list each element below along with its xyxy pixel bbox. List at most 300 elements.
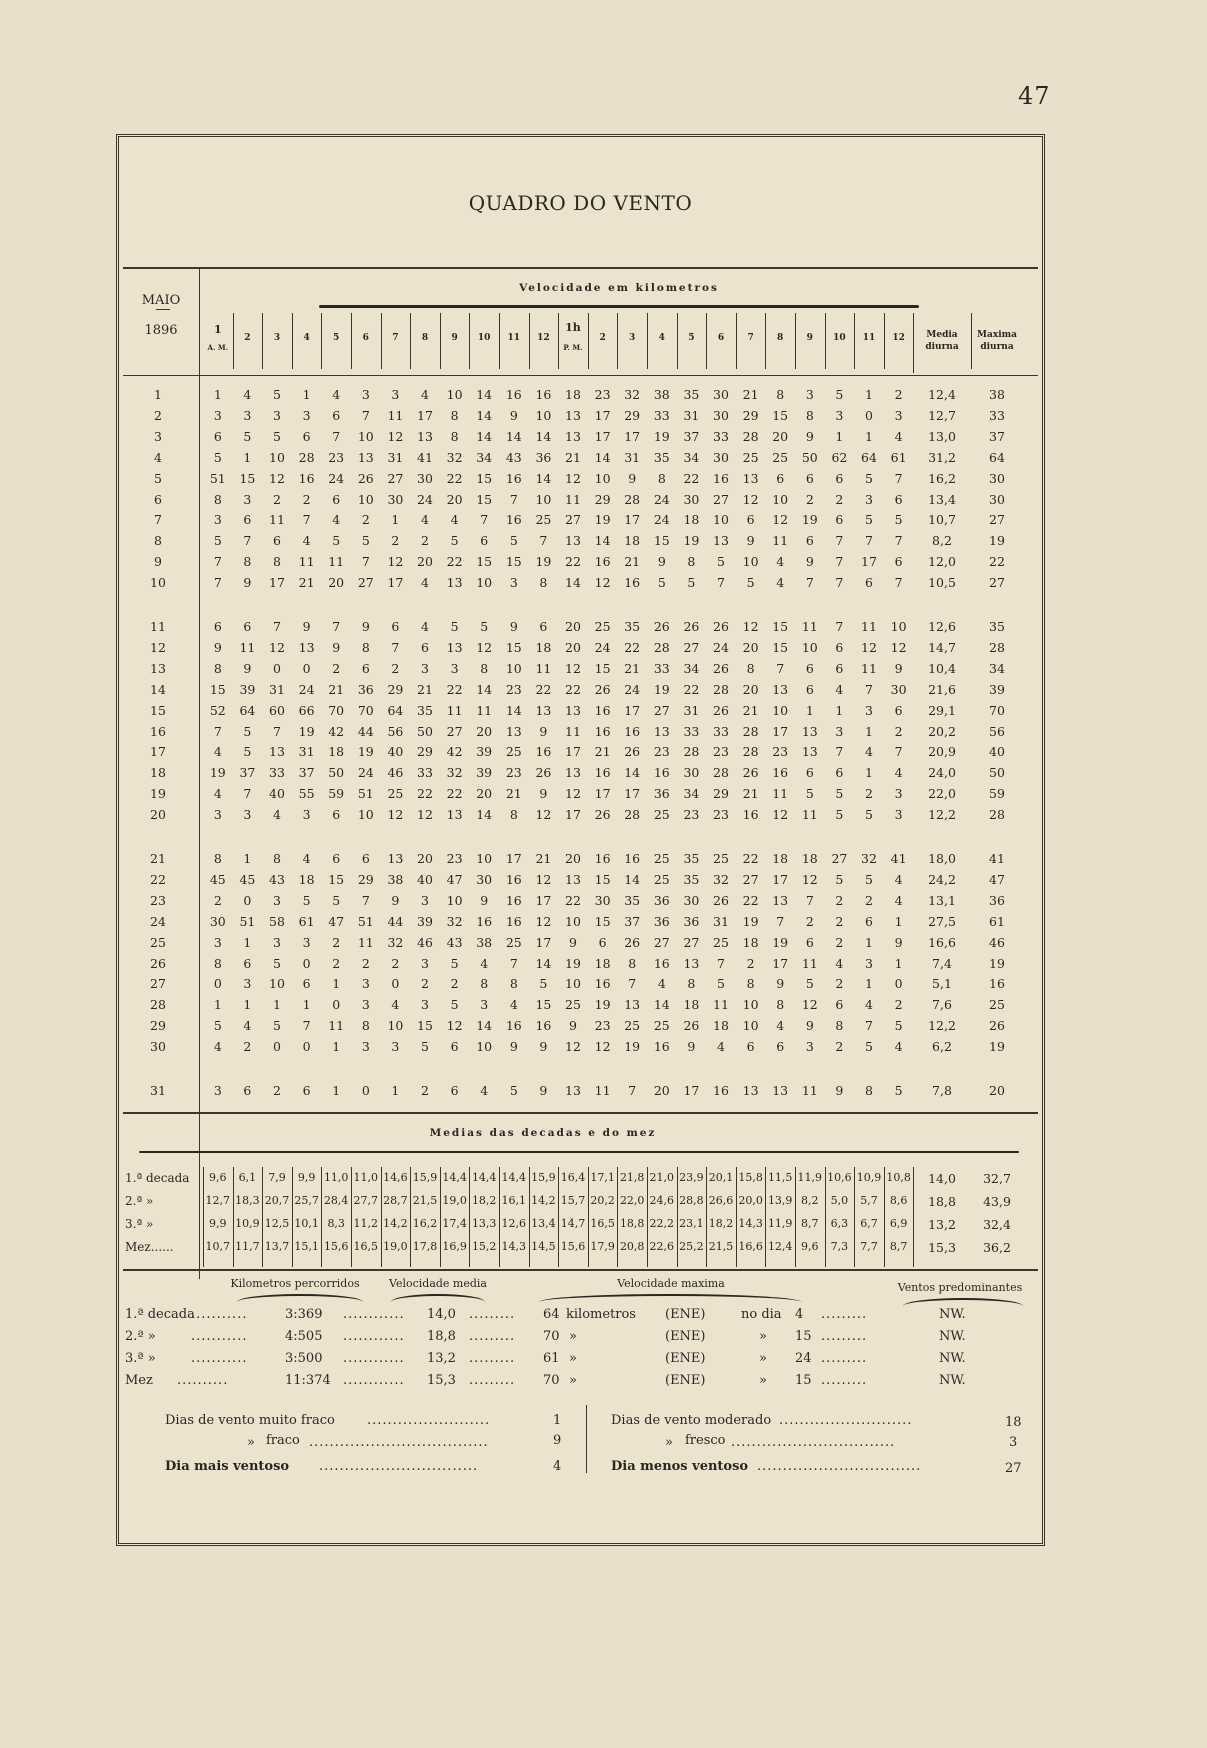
day-cell: 19 <box>150 786 166 802</box>
hour-value-cell: 24 <box>653 512 670 528</box>
maxima-diurna-cell: 28 <box>989 639 1005 655</box>
summary-unit: » <box>569 1329 577 1344</box>
hour-value-cell: 7 <box>243 786 252 802</box>
table-row <box>119 1039 1042 1059</box>
hour-value-cell: 12 <box>801 997 818 1013</box>
hour-value-cell: 16 <box>476 913 493 929</box>
hour-value-cell: 2 <box>391 660 400 676</box>
hour-value-cell: 61 <box>890 449 907 465</box>
hour-value-cell: 17 <box>772 723 789 739</box>
hour-value-cell: 26 <box>594 681 611 697</box>
header-divider <box>123 375 1038 376</box>
average-value-cell: 25,7 <box>294 1194 319 1207</box>
hour-value-cell: 1 <box>213 997 222 1013</box>
hour-value-cell: 6 <box>361 660 370 676</box>
hour-value-cell: 23 <box>713 807 729 823</box>
hour-value-cell: 17 <box>624 428 641 444</box>
hour-value-cell: 35 <box>683 871 700 887</box>
hour-value-cell: 8 <box>273 554 281 570</box>
hour-value-cell: 39 <box>239 681 256 697</box>
dot-leader: ........................ <box>367 1413 491 1428</box>
hour-column-divider <box>558 313 559 369</box>
table-row <box>119 744 1042 764</box>
hour-value-cell: 5 <box>805 976 814 992</box>
hour-value-cell: 12 <box>387 428 404 444</box>
hour-value-cell: 14 <box>476 387 493 402</box>
hour-value-cell: 5 <box>332 892 341 908</box>
hour-value-cell: 4 <box>480 1083 489 1098</box>
average-value-cell: 24,6 <box>649 1194 675 1207</box>
hour-value-cell: 16 <box>653 765 670 781</box>
average-value-cell: 10,7 <box>205 1240 231 1253</box>
hour-value-cell: 20 <box>742 639 759 655</box>
hour-value-cell: 13 <box>653 723 670 739</box>
hour-value-cell: 23 <box>328 449 345 465</box>
hour-value-cell: 7 <box>717 575 725 591</box>
dot-leader: ......... <box>469 1351 516 1366</box>
hour-value-cell: 42 <box>328 723 345 739</box>
hour-value-cell: 14 <box>653 997 670 1013</box>
average-value-cell: 15,9 <box>531 1171 556 1184</box>
hour-value-cell: 1 <box>865 765 873 781</box>
hour-pm-header: 2 <box>599 333 606 343</box>
hour-value-cell: 12 <box>446 1018 463 1034</box>
hour-value-cell: 25 <box>713 934 729 950</box>
hour-value-cell: 6 <box>332 491 341 507</box>
average-value-cell: 16,5 <box>353 1240 379 1253</box>
hour-value-cell: 28 <box>298 449 315 465</box>
hour-value-cell: 4 <box>213 1039 222 1055</box>
hour-value-cell: 18 <box>624 533 641 549</box>
hour-value-cell: 9 <box>391 892 400 908</box>
hour-value-cell: 10 <box>565 913 581 929</box>
hour-value-cell: 41 <box>890 851 907 866</box>
hour-value-cell: 50 <box>801 449 818 465</box>
day-cell: 11 <box>150 619 166 634</box>
muito-fraco-value: 1 <box>553 1413 562 1428</box>
hour-value-cell: 4 <box>213 786 222 802</box>
summary-unit: » <box>569 1373 577 1388</box>
hour-value-cell: 35 <box>624 892 641 908</box>
average-column-divider <box>765 1167 766 1267</box>
hour-value-cell: 26 <box>713 892 729 908</box>
day-cell: 12 <box>150 639 166 655</box>
hour-value-cell: 33 <box>417 765 433 781</box>
hour-value-cell: 26 <box>624 934 641 950</box>
hour-value-cell: 22 <box>624 639 641 655</box>
average-value-cell: 11,0 <box>353 1171 379 1184</box>
hour-value-cell: 17 <box>594 407 611 423</box>
hour-value-cell: 25 <box>387 786 404 802</box>
average-value-cell: 15,6 <box>560 1240 586 1253</box>
hour-value-cell: 5 <box>894 1083 903 1098</box>
hour-value-cell: 11 <box>713 997 729 1013</box>
hour-value-cell: 9 <box>687 1039 696 1055</box>
summary-max: 70 <box>543 1373 560 1388</box>
vel-maxima-header: Velocidade maxima <box>617 1277 725 1290</box>
average-value-cell: 11,0 <box>323 1171 349 1184</box>
hour-value-cell: 4 <box>776 575 785 591</box>
day-cell: 15 <box>150 702 166 718</box>
hour-value-cell: 25 <box>742 449 759 465</box>
summary-direction: (ENE) <box>665 1373 706 1388</box>
average-value-cell: 25,2 <box>679 1240 704 1253</box>
hour-column-divider <box>321 313 322 369</box>
average-value-cell: 17,1 <box>590 1171 615 1184</box>
hour-value-cell: 8 <box>776 387 785 402</box>
maxima-diurna-cell: 40 <box>989 744 1005 760</box>
hour-value-cell: 11 <box>535 660 552 676</box>
hour-value-cell: 3 <box>213 807 222 823</box>
group-title: Velocidade em kilometros <box>519 282 719 294</box>
day-cell: 29 <box>150 1018 166 1034</box>
hour-value-cell: 31 <box>298 744 315 760</box>
hour-value-cell: 31 <box>683 702 700 718</box>
average-value-cell: 11,7 <box>235 1240 260 1253</box>
hour-value-cell: 1 <box>332 976 341 992</box>
hour-value-cell: 23 <box>446 851 463 866</box>
hour-value-cell: 16 <box>594 976 611 992</box>
hour-value-cell: 3 <box>421 660 429 676</box>
hour-value-cell: 20 <box>328 575 345 591</box>
hour-value-cell: 3 <box>865 702 873 718</box>
hour-value-cell: 10 <box>269 976 285 992</box>
hour-value-cell: 1 <box>302 997 311 1013</box>
average-row <box>119 1194 1042 1216</box>
hour-value-cell: 5 <box>302 892 311 908</box>
average-maxima-cell: 32,7 <box>983 1171 1011 1186</box>
average-column-divider <box>529 1167 530 1267</box>
hour-value-cell: 3 <box>243 807 252 823</box>
hour-value-cell: 9 <box>894 934 903 950</box>
hour-value-cell: 3 <box>421 997 429 1013</box>
hour-value-cell: 5 <box>273 955 281 971</box>
hour-value-cell: 11 <box>801 619 818 634</box>
table-row <box>119 1083 1042 1103</box>
hour-value-cell: 17 <box>683 1083 700 1098</box>
average-value-cell: 6,3 <box>830 1217 849 1230</box>
hour-value-cell: 7 <box>480 512 489 528</box>
summary-dia: 15 <box>795 1373 812 1388</box>
dot-leader: ................................ <box>731 1435 896 1450</box>
hour-value-cell: 17 <box>269 575 285 591</box>
hour-value-cell: 6 <box>805 533 814 549</box>
hour-value-cell: 6 <box>835 765 844 781</box>
hour-value-cell: 5 <box>273 1018 281 1034</box>
hour-value-cell: 15 <box>505 554 522 570</box>
hour-value-cell: 3 <box>273 892 281 908</box>
hour-value-cell: 40 <box>269 786 285 802</box>
media-diurna-cell: 12,2 <box>928 807 956 823</box>
day-cell: 21 <box>150 851 166 866</box>
hour-value-cell: 23 <box>505 765 522 781</box>
hour-value-cell: 7 <box>243 533 252 549</box>
hour-value-cell: 8 <box>805 407 814 423</box>
hour-value-cell: 4 <box>717 1039 725 1055</box>
hour-value-cell: 26 <box>713 702 729 718</box>
hour-value-cell: 14 <box>476 428 493 444</box>
hour-column-divider <box>795 313 796 369</box>
hour-value-cell: 10 <box>772 491 789 507</box>
dot-leader: ............ <box>343 1329 405 1344</box>
hour-value-cell: 13 <box>505 723 522 739</box>
hour-value-cell: 8 <box>450 407 459 423</box>
maxima-diurna-cell: 25 <box>989 997 1005 1013</box>
hour-value-cell: 22 <box>683 681 700 697</box>
dot-leader: .......................... <box>779 1413 913 1428</box>
hour-value-cell: 40 <box>417 871 433 887</box>
hour-value-cell: 26 <box>683 1018 700 1034</box>
hour-value-cell: 9 <box>539 1039 548 1055</box>
hour-value-cell: 2 <box>273 491 281 507</box>
hour-value-cell: 22 <box>565 681 581 697</box>
hour-value-cell: 5 <box>865 1039 873 1055</box>
hour-column-divider <box>469 313 470 369</box>
average-column-divider <box>736 1167 737 1267</box>
dot-leader: ......... <box>821 1351 868 1366</box>
hour-value-cell: 7 <box>273 723 281 739</box>
day-cell: 25 <box>150 934 166 950</box>
table-row <box>119 661 1042 681</box>
average-value-cell: 14,3 <box>738 1217 763 1230</box>
media-diurna-cell: 14,7 <box>928 639 956 655</box>
hour-value-cell: 23 <box>683 807 700 823</box>
media-diurna-cell: 20,2 <box>928 723 956 739</box>
hour-am-header: 10 <box>477 333 491 343</box>
hour-value-cell: 0 <box>243 892 252 908</box>
hour-value-cell: 8 <box>213 851 222 866</box>
day-cell: 10 <box>150 575 166 591</box>
hour-value-cell: 16 <box>535 744 552 760</box>
hour-value-cell: 14 <box>624 765 641 781</box>
hour-value-cell: 6 <box>302 428 311 444</box>
hour-value-cell: 59 <box>328 786 345 802</box>
hour-value-cell: 1 <box>302 387 311 402</box>
hour-value-cell: 4 <box>509 997 518 1013</box>
hour-column-divider <box>825 313 826 369</box>
maxima-diurna-cell: 64 <box>989 449 1005 465</box>
average-value-cell: 14,2 <box>531 1194 556 1207</box>
hour-value-cell: 9 <box>213 639 222 655</box>
summary-max: 70 <box>543 1329 560 1344</box>
hour-value-cell: 31 <box>713 913 729 929</box>
table-row <box>119 1018 1042 1038</box>
hour-value-cell: 11 <box>594 1083 611 1098</box>
hour-value-cell: 9 <box>628 470 637 486</box>
hour-value-cell: 39 <box>476 765 493 781</box>
hour-value-cell: 22 <box>417 786 433 802</box>
hour-value-cell: 9 <box>332 639 341 655</box>
average-value-cell: 20,0 <box>738 1194 763 1207</box>
hour-value-cell: 5 <box>450 997 459 1013</box>
hour-value-cell: 7 <box>835 575 844 591</box>
hour-value-cell: 13 <box>417 428 433 444</box>
hour-value-cell: 8 <box>213 491 222 507</box>
hour-value-cell: 12 <box>742 491 759 507</box>
hour-value-cell: 8 <box>746 976 755 992</box>
day-cell: 27 <box>150 976 166 992</box>
media-diurna-cell: 12,4 <box>928 387 956 402</box>
summary-unit: kilometros <box>566 1307 636 1322</box>
hour-value-cell: 14 <box>565 575 581 591</box>
hour-value-cell: 1 <box>273 997 281 1013</box>
hour-value-cell: 3 <box>894 786 903 802</box>
summary-direction: (ENE) <box>665 1307 706 1322</box>
average-value-cell: 16,6 <box>738 1240 763 1253</box>
hour-value-cell: 17 <box>772 871 789 887</box>
hour-value-cell: 0 <box>213 976 222 992</box>
maxima-diurna-cell: 30 <box>989 491 1005 507</box>
hour-value-cell: 7 <box>835 554 844 570</box>
average-column-divider <box>410 1167 411 1267</box>
average-value-cell: 8,7 <box>801 1217 819 1230</box>
hour-value-cell: 41 <box>417 449 433 465</box>
hour-column-divider <box>765 313 766 369</box>
maxima-diurna-cell: 19 <box>989 1039 1005 1055</box>
hour-am-header: 5 <box>333 333 340 343</box>
hour-value-cell: 6 <box>805 470 814 486</box>
hour-value-cell: 7 <box>776 913 785 929</box>
average-value-cell: 10,1 <box>294 1217 319 1230</box>
hour-value-cell: 47 <box>328 913 345 929</box>
hour-value-cell: 12 <box>269 470 285 486</box>
hour-value-cell: 2 <box>332 660 341 676</box>
hour-value-cell: 26 <box>357 470 374 486</box>
summary-media: 18,8 <box>427 1329 456 1344</box>
hour-value-cell: 13 <box>269 744 285 760</box>
hour-value-cell: 17 <box>594 428 611 444</box>
hour-value-cell: 8 <box>243 554 252 570</box>
hour-value-cell: 9 <box>243 575 252 591</box>
hour-value-cell: 33 <box>713 428 729 444</box>
hour-value-cell: 9 <box>805 428 814 444</box>
media-diurna-cell: 12,7 <box>928 407 956 423</box>
hour-value-cell: 11 <box>801 807 818 823</box>
moderado-label: Dias de vento moderado <box>611 1413 772 1428</box>
hour-value-cell: 12 <box>890 639 907 655</box>
hour-value-cell: 28 <box>624 807 641 823</box>
average-value-cell: 14,4 <box>471 1171 497 1184</box>
hour-value-cell: 37 <box>683 428 700 444</box>
hour-value-cell: 45 <box>209 871 226 887</box>
hour-value-cell: 33 <box>653 407 670 423</box>
hour-value-cell: 51 <box>239 913 256 929</box>
average-column-divider <box>469 1167 470 1267</box>
average-value-cell: 13,3 <box>471 1217 497 1230</box>
hour-value-cell: 30 <box>209 913 226 929</box>
hour-value-cell: 2 <box>332 934 341 950</box>
ditto-mark: » <box>665 1435 673 1450</box>
table-row <box>119 619 1042 639</box>
vel-media-bracket <box>391 1294 485 1302</box>
wind-table-frame <box>116 134 1045 1546</box>
summary-dia: 4 <box>795 1307 804 1322</box>
hour-value-cell: 4 <box>894 871 903 887</box>
hour-value-cell: 10 <box>742 554 759 570</box>
day-cell: 26 <box>150 955 166 971</box>
hour-value-cell: 4 <box>302 851 311 866</box>
average-column-divider <box>647 1167 648 1267</box>
hour-value-cell: 45 <box>239 871 256 887</box>
hour-value-cell: 5 <box>835 387 844 402</box>
hour-value-cell: 2 <box>746 955 755 971</box>
hour-value-cell: 19 <box>624 1039 641 1055</box>
hour-value-cell: 4 <box>213 744 222 760</box>
table-row <box>119 429 1042 449</box>
hour-value-cell: 32 <box>624 387 641 402</box>
maxima-diurna-cell: 41 <box>989 851 1005 866</box>
hour-value-cell: 4 <box>450 512 459 528</box>
day-cell: 1 <box>154 387 162 402</box>
hour-value-cell: 51 <box>357 913 374 929</box>
media-diurna-cell: 10,5 <box>928 575 956 591</box>
summary-vento: NW. <box>939 1351 966 1366</box>
media-diurna-cell: 13,0 <box>928 428 956 444</box>
hour-value-cell: 35 <box>683 851 700 866</box>
hour-value-cell: 20 <box>417 851 433 866</box>
hour-value-cell: 28 <box>713 765 729 781</box>
hour-value-cell: 12 <box>772 807 789 823</box>
hour-value-cell: 16 <box>594 851 611 866</box>
hour-value-cell: 2 <box>835 892 844 908</box>
hour-value-cell: 14 <box>476 681 493 697</box>
day-cell: 30 <box>150 1039 166 1055</box>
hour-value-cell: 11 <box>801 1083 818 1098</box>
hour-am-header: 7 <box>392 333 399 343</box>
media-diurna-cell: 10,4 <box>928 660 956 676</box>
hour-value-cell: 15 <box>772 619 789 634</box>
hour-value-cell: 24 <box>328 470 345 486</box>
hour-value-cell: 50 <box>417 723 433 739</box>
mais-ventoso-value: 4 <box>553 1459 562 1474</box>
hour-value-cell: 19 <box>565 955 581 971</box>
hour-value-cell: 16 <box>535 387 552 402</box>
hour-value-cell: 38 <box>476 934 493 950</box>
day-cell: 20 <box>150 807 166 823</box>
summary-vento: NW. <box>939 1373 966 1388</box>
hour-value-cell: 4 <box>273 807 281 823</box>
hour-value-cell: 61 <box>298 913 315 929</box>
hour-value-cell: 29 <box>742 407 759 423</box>
average-value-cell: 12,6 <box>501 1217 527 1230</box>
average-value-cell: 9,9 <box>297 1171 316 1184</box>
hour-value-cell: 2 <box>805 491 814 507</box>
hour-value-cell: 11 <box>298 554 315 570</box>
hour-value-cell: 11 <box>565 491 581 507</box>
average-value-cell: 9,6 <box>209 1171 227 1184</box>
hour-value-cell: 27 <box>683 934 700 950</box>
hour-value-cell: 14 <box>535 470 552 486</box>
average-value-cell: 18,3 <box>235 1194 260 1207</box>
hour-value-cell: 7 <box>894 744 903 760</box>
hour-value-cell: 6 <box>835 512 844 528</box>
average-value-cell: 14,6 <box>383 1171 408 1184</box>
hour-value-cell: 9 <box>509 619 518 634</box>
dot-leader: ......... <box>469 1307 516 1322</box>
hour-value-cell: 13 <box>624 997 641 1013</box>
hour-value-cell: 9 <box>509 1039 518 1055</box>
hour-value-cell: 11 <box>357 934 374 950</box>
hour-value-cell: 16 <box>505 892 522 908</box>
hour-value-cell: 32 <box>446 765 463 781</box>
hour-value-cell: 7 <box>865 533 873 549</box>
table-title: QUADRO DO VENTO <box>468 191 693 215</box>
month-underline <box>156 309 170 312</box>
hour-value-cell: 21 <box>328 681 345 697</box>
table-row <box>119 807 1042 827</box>
average-value-cell: 6,9 <box>889 1217 908 1230</box>
average-value-cell: 14,7 <box>560 1217 586 1230</box>
